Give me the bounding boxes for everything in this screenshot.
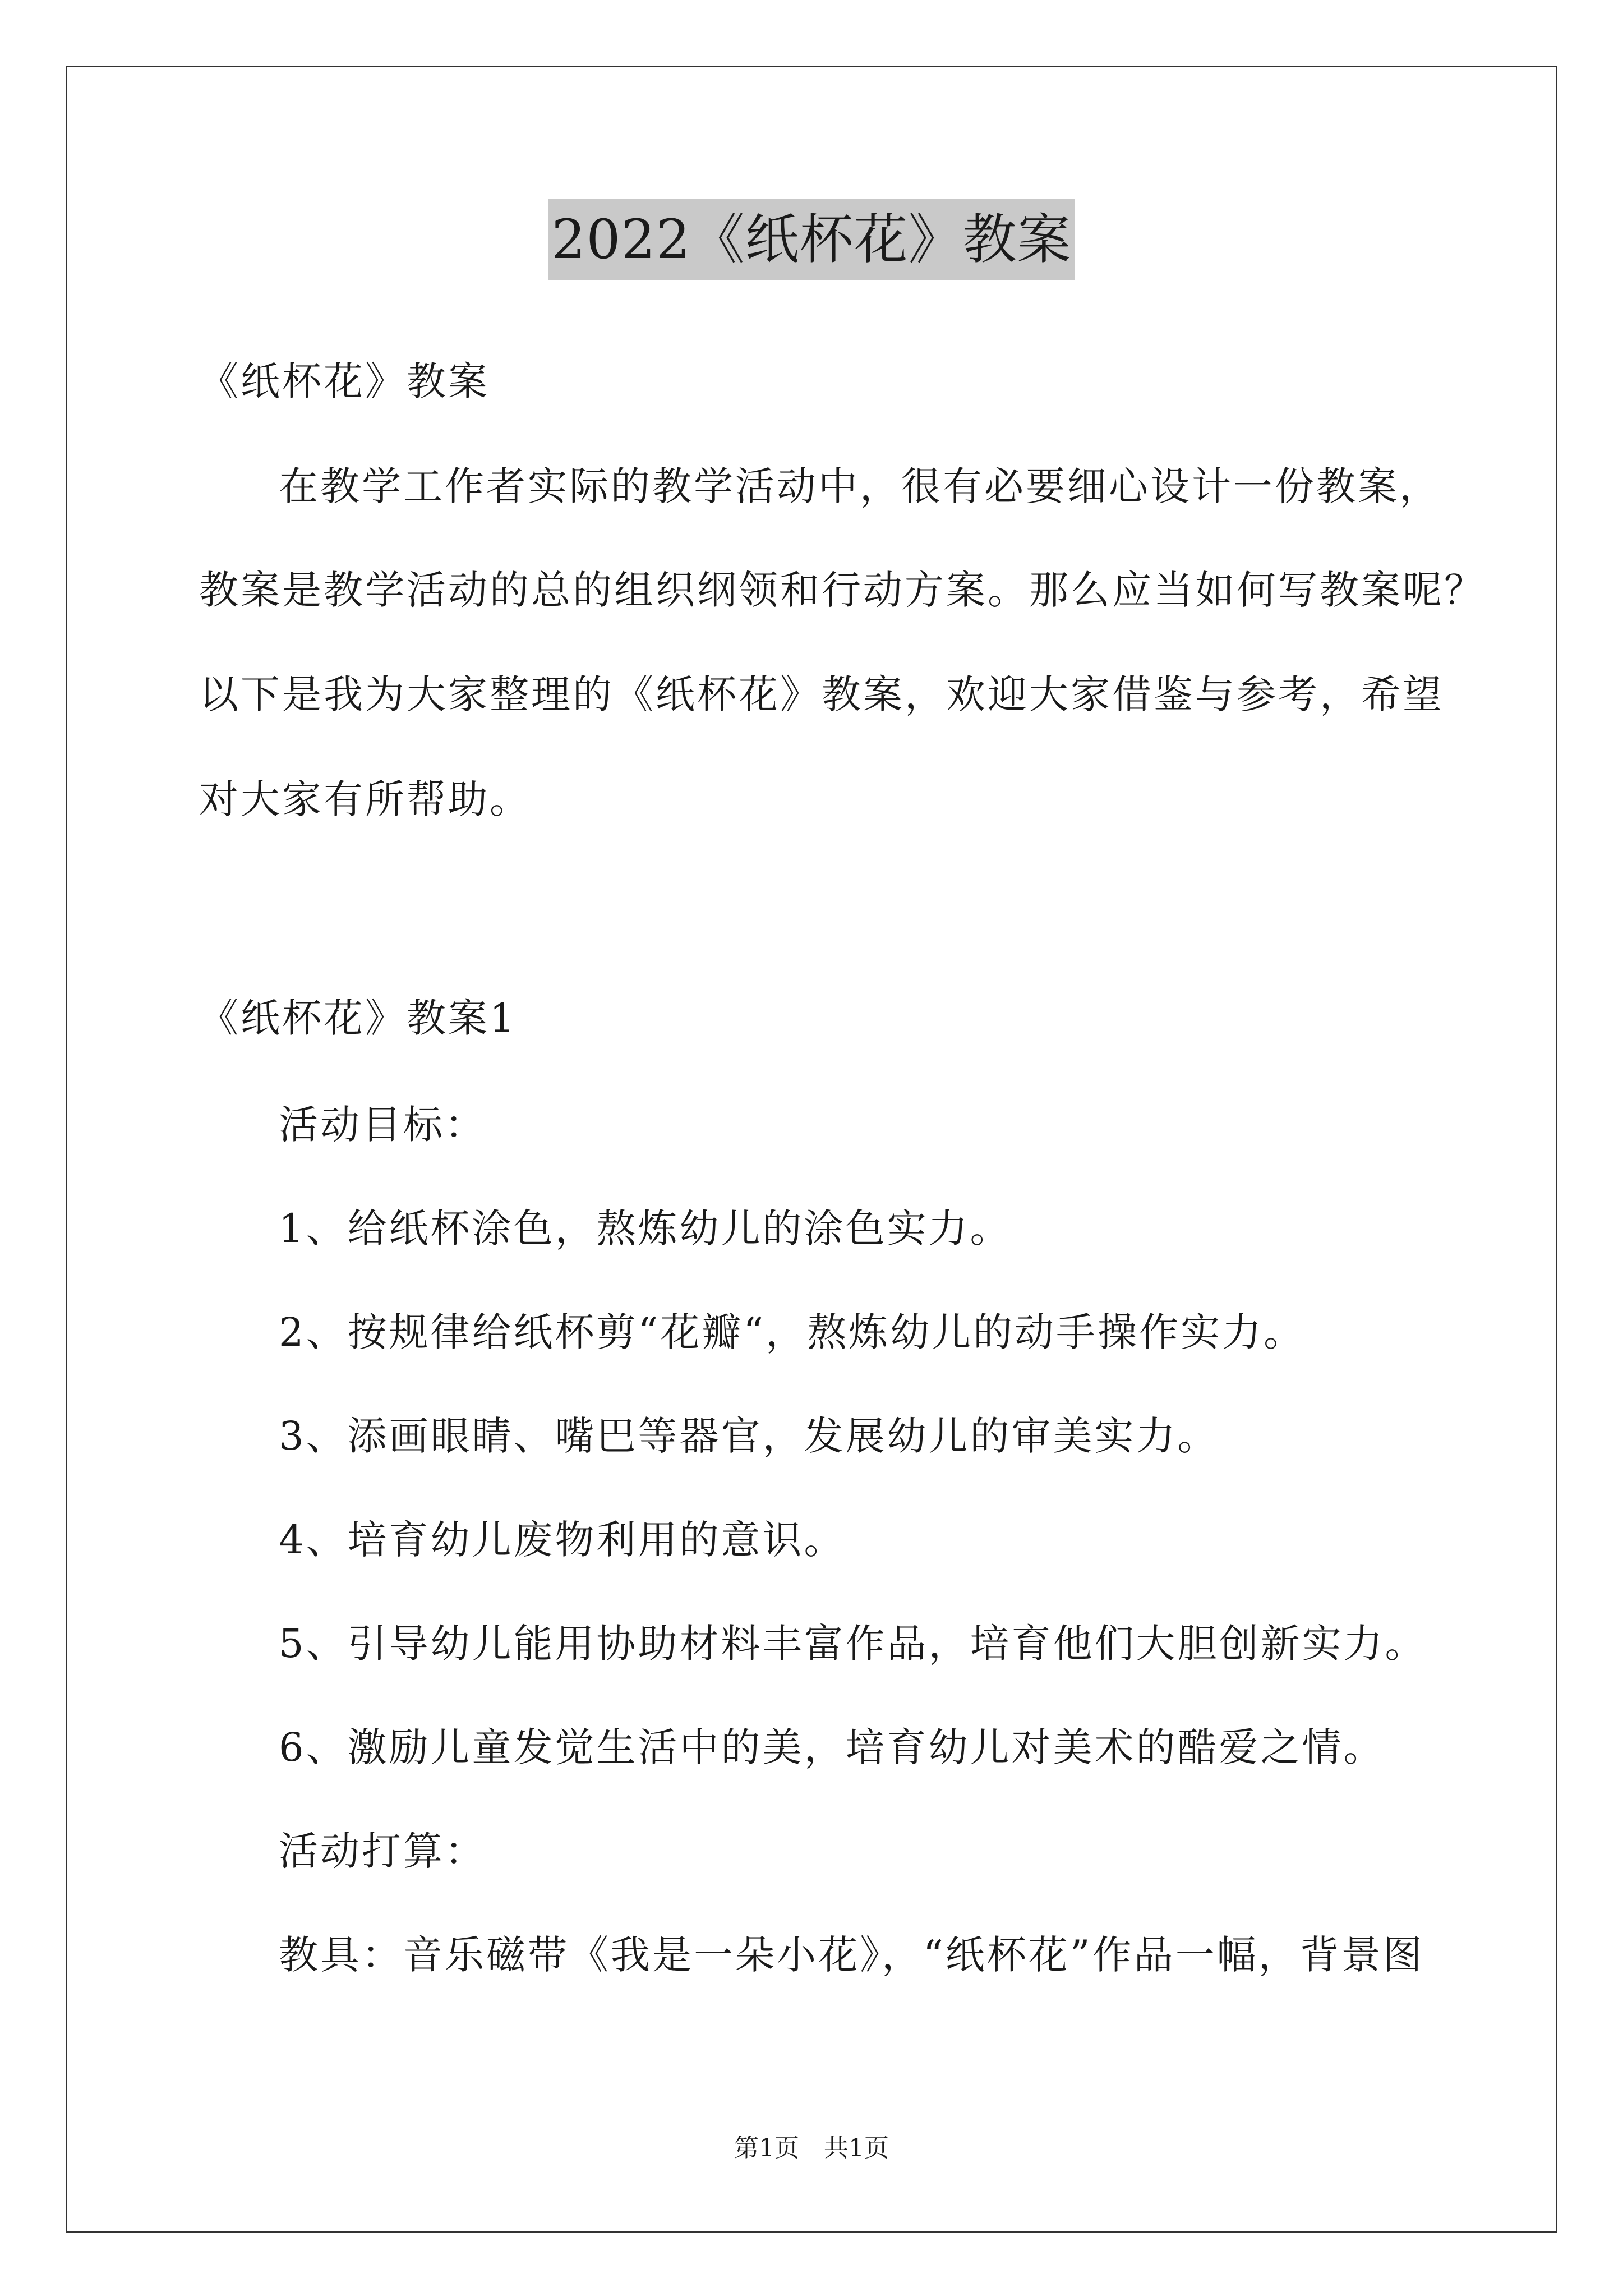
goal-item: 1、给纸杯涂色，熬炼幼儿的涂色实力。 <box>279 1205 1012 1251</box>
page-footer: 第1页 共1页 <box>734 2134 889 2162</box>
goal-item: 4、培育幼儿废物利用的意识。 <box>279 1517 846 1563</box>
goal-item: 6、激励儿童发觉生活中的美，培育幼儿对美术的酷爱之情。 <box>279 1724 1385 1770</box>
prep-line: 教具：音乐磁带《我是一朵小花》，“纸杯花”作品一幅，背景图 <box>279 1932 1424 1978</box>
intro-line: 对大家有所帮助。 <box>199 776 531 822</box>
goal-item: 3、添画眼睛、嘴巴等器官，发展幼儿的审美实力。 <box>279 1413 1219 1459</box>
goal-item: 2、按规律给纸杯剪“花瓣“，熬炼幼儿的动手操作实力。 <box>279 1309 1306 1355</box>
intro-line: 在教学工作者实际的教学活动中，很有必要细心设计一份教案， <box>279 463 1441 509</box>
document-heading: 《纸杯花》教案 <box>199 358 490 404</box>
intro-line: 教案是教学活动的总的组织纲领和行动方案。那么应当如何写教案呢？ <box>199 567 1486 613</box>
title-container <box>0 199 1623 280</box>
intro-line: 以下是我为大家整理的《纸杯花》教案，欢迎大家借鉴与参考，希望 <box>199 671 1444 717</box>
goals-label: 活动目标： <box>279 1102 486 1148</box>
document-title: 2022《纸杯花》教案 <box>548 199 1075 280</box>
goal-item: 5、引导幼儿能用协助材料丰富作品，培育他们大胆创新实力。 <box>279 1621 1427 1667</box>
prep-label: 活动打算： <box>279 1828 486 1874</box>
section-heading: 《纸杯花》教案1 <box>199 995 517 1041</box>
